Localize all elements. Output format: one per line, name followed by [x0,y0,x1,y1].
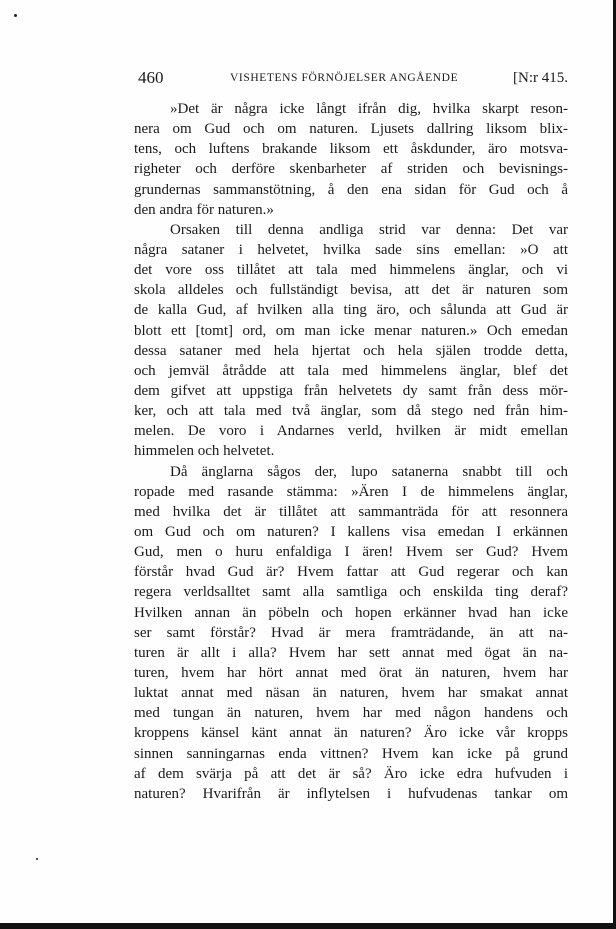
text-line: Då änglarna sågos der, lupo satanerna snabbt till och [170,463,568,480]
text-line: regera verldsalltet samt alla samtliga och enskilda ting deraf? [134,584,568,601]
text-line: »Det är några icke långt ifrån dig, hvilka skarpt reson- [170,101,568,117]
text-line: med tungan än naturen, hvem har med någon handens och [134,705,568,722]
issue-number: [N:r 415. [513,70,568,86]
text-line: det vore oss tillåtet att tala med himmelens änglar, och vi [134,262,568,279]
text-line: Gud, men o huru enfaldiga I ären! Hvem ser Gud? Hvem [134,544,568,561]
scan-speck [36,858,38,860]
scan-speck [14,14,17,17]
text-line: ropade med rasande stämma: »Ären I de himmelens änglar, [134,483,568,500]
text-line: kroppens känsel känt annat än naturen? Äro icke vår kropps [134,725,568,742]
body-text [134,99,568,804]
text-line: luktat annat med näsan än naturen, hvem har smakat annat [134,685,568,702]
text-line: dessa sataner med hela hjertat och hela själen trodde detta, [134,342,568,359]
text-line: om Gud och om naturen? I kallens visa emedan I erkännen [134,523,568,540]
text-line: de kalla Gud, af hvilken alla ting äro, och sålunda att Gud är [134,302,568,319]
text-line: ker, och att tala med två änglar, som då stego ned från him- [134,403,568,420]
text-line: sinnen sanningarnas enda vittnen? Hvem kan icke på grund [134,745,568,762]
text-line: dem gifvet att uppstiga från helvetets dy samt från dess mör- [134,382,568,399]
text-line: några sataner i helvetet, hvilka sade sins emellan: »O att [134,241,568,258]
text-line: af dem svärja på att det är så? Äro icke edra hufvuden i [134,765,568,782]
page-header [138,68,570,94]
text-line: och jemväl åtrådde att tala med himmelens änglar, blef det [134,362,568,379]
text-line: himmelen och helvetet. [134,443,275,460]
text-line: turen, hvem har hört annat med örat än naturen, hvem har [134,664,568,681]
text-line: melen. De voro i Andarnes verld, hvilken är midt emellan [134,423,568,440]
text-line: den andra för naturen.» [134,201,274,218]
text-line: grundernas sammanstötning, å den ena sidan för Gud och å [134,181,568,198]
running-head: VISHETENS FÖRNÖJELSER ANGÅENDE [230,72,459,84]
page-number: 460 [138,68,164,87]
text-line: tens, och luftens brakande liksom ett åskdunder, äro motsva- [134,141,568,158]
text-line: nera om Gud och om naturen. Ljusets dallring liksom blix- [134,121,568,138]
text-line: förstår hvad Gud är? Hvem fattar att Gud regerar och kan [134,564,568,581]
text-line: ser samt förstår? Hvad är mera framträdande, än att na- [134,624,568,641]
text-line: Orsaken till denna andliga strid var denna: Det var [170,221,568,238]
text-line: naturen? Hvarifrån är inflytelsen i hufvudenas tankar om [134,785,568,802]
text-line: Hvilken annan än pöbeln och hopen erkänner hvad han icke [134,604,568,621]
text-line: turen är allt i alla? Hvem har sett annat med ögat än na- [134,644,568,661]
scan-edge-bottom [0,923,616,929]
text-line: blott ett [tomt] ord, om man icke menar naturen.» Och emedan [134,322,568,339]
text-line: skola alldeles och fullständigt bevisa, att det är naturen som [134,282,568,299]
text-line: med hvilka det är tillåtet att sammanträda för att resonnera [134,503,568,520]
text-line: righeter och derföre skenbarheter af striden och bevisnings- [134,161,568,178]
